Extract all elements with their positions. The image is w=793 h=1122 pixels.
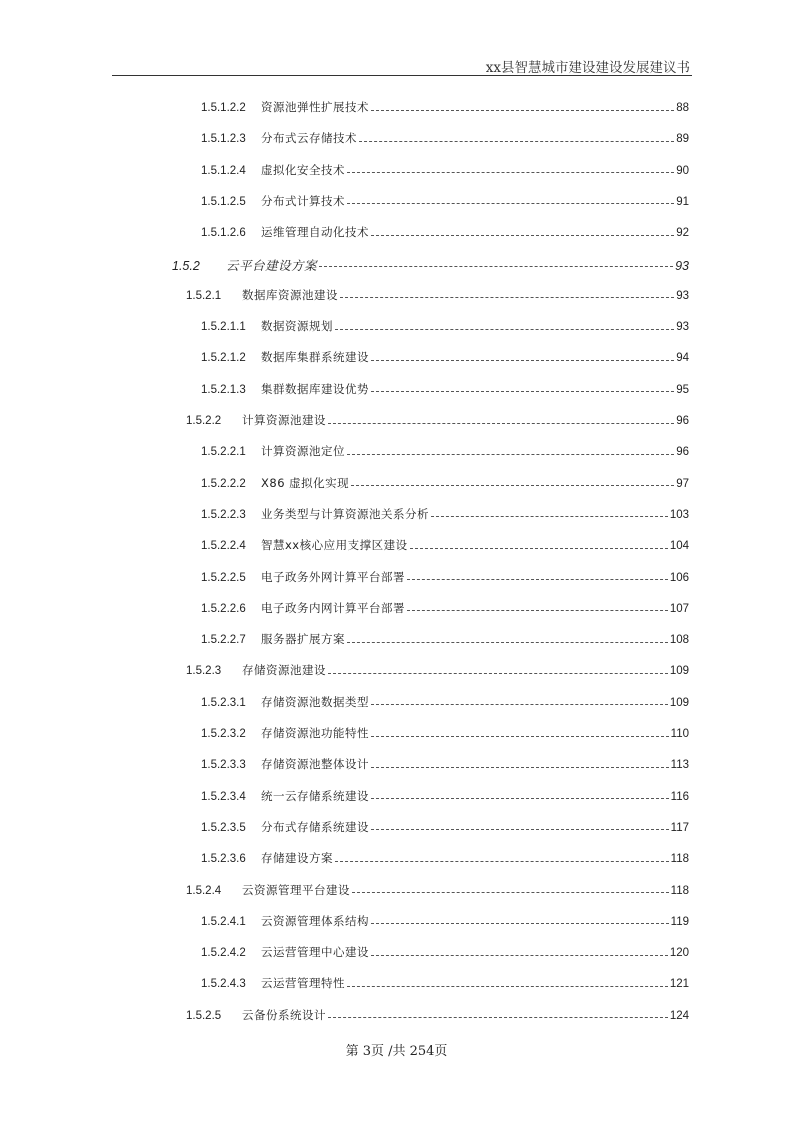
toc-leader-dots xyxy=(347,642,668,643)
toc-entry-title: 集群数据库建设优势 xyxy=(261,381,369,396)
toc-entry-page: 109 xyxy=(669,696,689,709)
toc-entry-title: 云运营管理特性 xyxy=(261,976,345,991)
toc-entry-title: X86 虚拟化实现 xyxy=(261,475,350,490)
header-rule xyxy=(112,75,692,76)
toc-leader-dots xyxy=(371,767,669,768)
toc-entry-number: 1.5.2.3.4 xyxy=(201,790,246,803)
toc-entry-page: 120 xyxy=(669,947,689,960)
toc-leader-dots xyxy=(371,829,669,830)
toc-entry-title: 分布式存储系统建设 xyxy=(261,819,369,834)
toc-entry-number: 1.5.2.2.5 xyxy=(201,571,246,584)
toc-leader-dots xyxy=(371,391,674,392)
toc-entry[interactable] xyxy=(201,819,689,835)
toc-entry-page: 113 xyxy=(670,759,689,772)
toc-entry[interactable] xyxy=(201,725,689,741)
toc-entry-title: 电子政务内网计算平台部署 xyxy=(261,600,405,615)
toc-entry-page: 119 xyxy=(670,915,689,928)
toc-entry-number: 1.5.1.2.6 xyxy=(201,227,246,240)
toc-entry-title: 存储资源池数据类型 xyxy=(261,694,369,709)
toc-entry-title: 业务类型与计算资源池关系分析 xyxy=(261,506,429,521)
toc-entry-page: 92 xyxy=(676,227,689,240)
toc-leader-dots xyxy=(371,955,668,956)
toc-entry-page: 110 xyxy=(670,728,689,740)
toc-leader-dots xyxy=(407,610,668,611)
toc-leader-dots xyxy=(347,986,668,987)
toc-entry-number: 1.5.2.2.7 xyxy=(201,634,246,647)
toc-leader-dots xyxy=(371,235,674,236)
toc-entry-title: 云平台建设方案 xyxy=(226,257,318,273)
toc-entry[interactable] xyxy=(201,944,689,960)
toc-entry[interactable] xyxy=(201,788,689,804)
toc-entry-title: 虚拟化安全技术 xyxy=(261,162,345,177)
toc-entry-number: 1.5.2.3.3 xyxy=(201,759,246,772)
toc-entry-title: 存储资源池整体设计 xyxy=(261,757,369,772)
toc-entry[interactable] xyxy=(186,412,689,428)
toc-entry[interactable] xyxy=(201,913,689,929)
toc-entry-number: 1.5.2.1.2 xyxy=(201,352,246,365)
toc-leader-dots xyxy=(371,360,674,361)
toc-entry[interactable] xyxy=(201,162,689,178)
toc-entry-title: 分布式计算技术 xyxy=(261,193,345,208)
toc-entry[interactable] xyxy=(201,99,689,115)
toc-entry-page: 96 xyxy=(676,415,689,427)
toc-entry-number: 1.5.1.2.3 xyxy=(201,133,246,146)
toc-entry-number: 1.5.2.2.2 xyxy=(201,477,246,490)
toc-entry[interactable] xyxy=(201,349,689,365)
toc-entry-number: 1.5.2.3.6 xyxy=(201,853,246,866)
toc-entry[interactable] xyxy=(201,475,689,491)
toc-entry[interactable] xyxy=(201,600,689,616)
toc-entry-number: 1.5.2.4.3 xyxy=(201,978,246,991)
toc-entry-title: 统一云存储系统建设 xyxy=(261,788,369,803)
toc-entry[interactable] xyxy=(201,537,689,553)
toc-entry-title: 云运营管理中心建设 xyxy=(261,945,369,960)
toc-leader-dots xyxy=(371,704,668,705)
toc-entry-title: 存储资源池功能特性 xyxy=(261,726,369,740)
toc-leader-dots xyxy=(335,861,669,862)
toc-entry-number: 1.5.2 xyxy=(172,258,200,273)
toc-entry[interactable] xyxy=(201,756,689,772)
toc-entry-page: 108 xyxy=(669,634,689,647)
toc-entry-number: 1.5.2.3 xyxy=(186,665,222,678)
toc-entry-number: 1.5.2.4.1 xyxy=(201,915,246,928)
toc-entry-number: 1.5.2.4.2 xyxy=(201,947,246,960)
toc-entry[interactable] xyxy=(201,224,689,240)
toc-entry-title: 存储建设方案 xyxy=(261,851,333,866)
toc-entry-title: 数据资源规划 xyxy=(261,319,333,334)
toc-entry[interactable] xyxy=(186,1007,689,1023)
toc-entry-title: 资源池弹性扩展技术 xyxy=(261,100,369,114)
toc-entry-number: 1.5.2.2.3 xyxy=(201,508,246,521)
toc-entry[interactable] xyxy=(201,631,689,647)
toc-entry-number: 1.5.2.2.4 xyxy=(201,540,246,553)
toc-entry-number: 1.5.2.3.1 xyxy=(201,696,246,709)
toc-entry-page: 96 xyxy=(676,446,689,459)
toc-entry[interactable] xyxy=(186,662,689,678)
toc-entry-page: 94 xyxy=(676,352,689,365)
toc-entry-number: 1.5.1.2.4 xyxy=(201,164,246,177)
toc-entry-title: 服务器扩展方案 xyxy=(261,632,345,647)
toc-leader-dots xyxy=(431,516,668,517)
toc-entry-number: 1.5.2.2.6 xyxy=(201,602,246,615)
toc-entry-number: 1.5.2.1.1 xyxy=(201,321,246,334)
toc-entry-page: 103 xyxy=(669,508,689,521)
toc-leader-dots xyxy=(407,579,668,580)
toc-leader-dots xyxy=(371,798,669,799)
toc-entry[interactable] xyxy=(201,694,689,710)
toc-entry[interactable] xyxy=(186,882,689,898)
toc-leader-dots xyxy=(351,485,674,486)
toc-entry-page: 109 xyxy=(669,665,689,678)
toc-entry[interactable] xyxy=(201,381,689,397)
toc-entry[interactable] xyxy=(201,975,689,991)
toc-entry-number: 1.5.2.4 xyxy=(186,884,222,897)
toc-entry-page: 118 xyxy=(670,853,689,866)
toc-leader-dots xyxy=(410,548,668,549)
toc-leader-dots xyxy=(340,297,674,298)
toc-entry-title: 运维管理自动化技术 xyxy=(261,225,369,240)
toc-entry[interactable] xyxy=(172,256,689,272)
toc-leader-dots xyxy=(371,736,669,737)
toc-entry-title: 云资源管理体系结构 xyxy=(261,913,369,928)
toc-leader-dots xyxy=(347,454,674,455)
toc-entry-page: 121 xyxy=(669,978,689,991)
toc-entry-page: 93 xyxy=(676,321,689,334)
document-header-title: xx县智慧城市建设建设发展建议书 xyxy=(485,60,690,76)
toc-leader-dots xyxy=(328,423,674,424)
toc-entry-number: 1.5.1.2.2 xyxy=(201,102,246,114)
toc-entry-title: 数据库集群系统建设 xyxy=(261,350,369,365)
toc-entry[interactable] xyxy=(201,506,689,522)
toc-entry-number: 1.5.2.1 xyxy=(186,289,222,302)
toc-entry-page: 93 xyxy=(676,289,689,302)
toc-entry-title: 分布式云存储技术 xyxy=(261,131,357,146)
toc-entry[interactable] xyxy=(186,287,689,303)
toc-entry-number: 1.5.2.1.3 xyxy=(201,383,246,396)
toc-entry-number: 1.5.2.2 xyxy=(186,415,222,427)
toc-entry-page: 95 xyxy=(676,383,689,396)
toc-leader-dots xyxy=(359,141,674,142)
toc-entry-number: 1.5.1.2.5 xyxy=(201,195,246,208)
toc-entry-number: 1.5.2.3.5 xyxy=(201,821,246,834)
toc-leader-dots xyxy=(328,673,668,674)
toc-entry-page: 117 xyxy=(670,821,689,834)
toc-entry[interactable] xyxy=(201,569,689,585)
toc-entry-page: 118 xyxy=(670,884,689,897)
toc-entry[interactable] xyxy=(201,193,689,209)
toc-entry[interactable] xyxy=(201,443,689,459)
toc-entry-page: 89 xyxy=(676,133,689,146)
toc-entry-title: 云资源管理平台建设 xyxy=(242,882,350,897)
toc-entry-page: 93 xyxy=(675,258,689,273)
toc-entry-number: 1.5.2.5 xyxy=(186,1009,222,1022)
toc-leader-dots xyxy=(335,329,674,330)
toc-entry-number: 1.5.2.2.1 xyxy=(201,446,246,459)
toc-leader-dots xyxy=(328,1017,668,1018)
toc-entry-page: 107 xyxy=(669,602,689,615)
toc-leader-dots xyxy=(352,892,669,893)
toc-entry-page: 124 xyxy=(669,1009,689,1022)
toc-entry-page: 97 xyxy=(676,477,689,490)
toc-entry-title: 电子政务外网计算平台部署 xyxy=(261,569,405,584)
toc-leader-dots xyxy=(371,923,669,924)
page-footer: 第 3页 /共 254页 xyxy=(345,1044,448,1059)
toc-entry-page: 88 xyxy=(676,102,689,114)
toc-entry[interactable] xyxy=(201,318,689,334)
toc-entry-title: 存储资源池建设 xyxy=(242,663,326,678)
toc-leader-dots xyxy=(371,110,674,111)
toc-entry-number: 1.5.2.3.2 xyxy=(201,728,246,740)
toc-entry-page: 91 xyxy=(676,195,689,208)
toc-entry[interactable] xyxy=(201,130,689,146)
toc-entry-page: 104 xyxy=(669,540,689,553)
toc-leader-dots xyxy=(319,266,673,267)
toc-entry[interactable] xyxy=(201,850,689,866)
toc-leader-dots xyxy=(347,203,674,204)
toc-entry-title: 智慧xx核心应用支撑区建设 xyxy=(261,538,408,553)
toc-entry-page: 116 xyxy=(670,790,689,803)
toc-entry-page: 106 xyxy=(669,571,689,584)
toc-entry-page: 90 xyxy=(676,164,689,177)
toc-entry-title: 云备份系统设计 xyxy=(242,1007,326,1022)
toc-leader-dots xyxy=(347,172,674,173)
toc-entry-title: 计算资源池建设 xyxy=(242,413,326,427)
toc-entry-title: 数据库资源池建设 xyxy=(242,287,338,302)
toc-entry-title: 计算资源池定位 xyxy=(261,444,345,459)
